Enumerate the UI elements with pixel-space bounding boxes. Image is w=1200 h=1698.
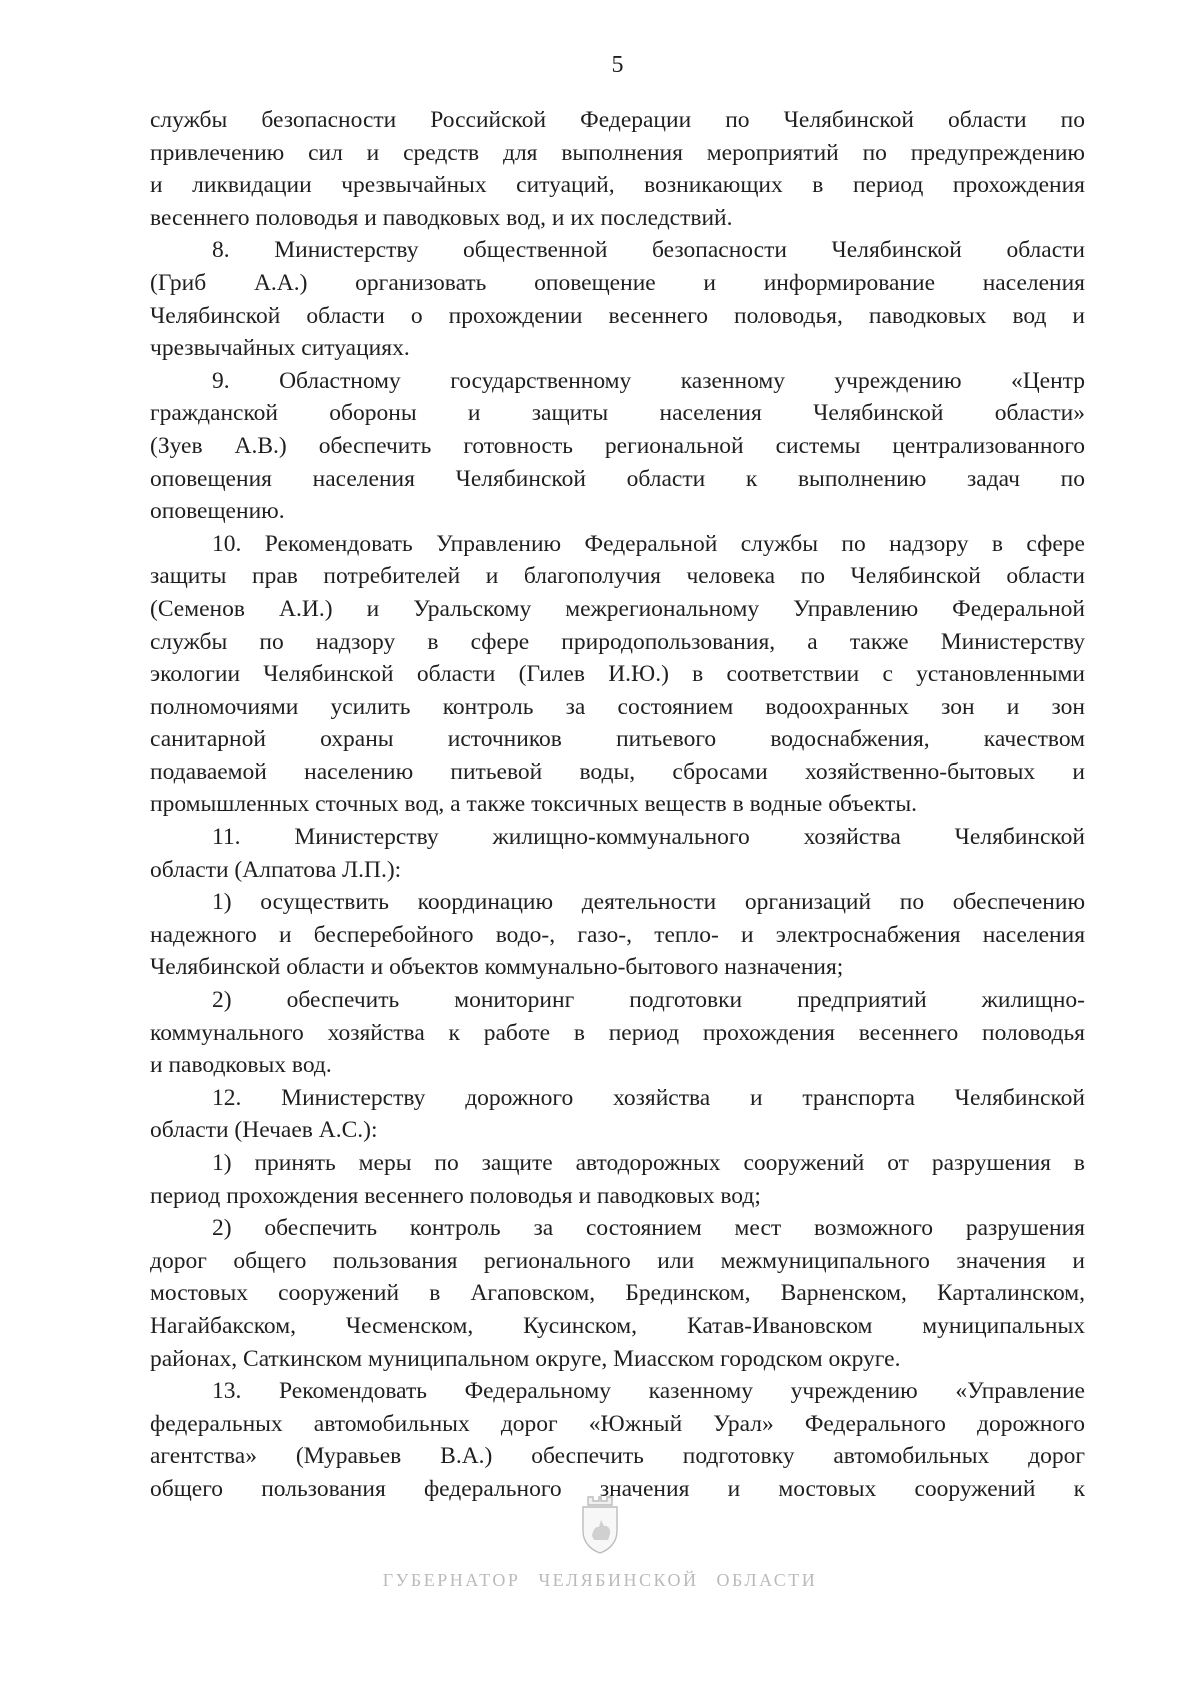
text-line: весеннего половодья и паводковых вод, и их последствий. xyxy=(150,204,733,231)
text-line: агентства» (Муравьев В.А.) обеспечить подготовку автомобильных дорог xyxy=(150,1443,1085,1470)
text-line: гражданской обороны и защиты населения Челябинской области» xyxy=(150,400,1085,427)
text-line: службы безопасности Российской Федерации по Челябинской области по xyxy=(150,107,1085,133)
text-line: общего пользования федерального значения и мостовых сооружений к xyxy=(150,1475,1085,1502)
text-line: Нагайбакском, Чесменском, Кусинском, Катав-Ивановском муниципальных xyxy=(150,1312,1085,1339)
text-line: и паводковых вод. xyxy=(150,1052,332,1079)
text-line: подаваемой населению питьевой воды, сбросами хозяйственно-бытовых и xyxy=(150,758,1085,785)
text-line: экологии Челябинской области (Гилев И.Ю.) в соответствии с установленными xyxy=(150,661,1085,688)
watermark xyxy=(0,1494,1200,1591)
watermark-caption: ГУБЕРНАТОР ЧЕЛЯБИНСКОЙ ОБЛАСТИ xyxy=(382,1570,818,1590)
text-line: Челябинской области и объектов коммунально-бытового назначения; xyxy=(150,954,844,981)
text-line: 13. Рекомендовать Федеральному казенному учреждению «Управление xyxy=(212,1378,1085,1405)
text-line: защиты прав потребителей и благополучия человека по Челябинской области xyxy=(150,563,1085,590)
text-line: федеральных автомобильных дорог «Южный Урал» Федерального дорожного xyxy=(150,1410,1085,1437)
text-line: (Гриб А.А.) организовать оповещение и информирование населения xyxy=(150,269,1085,296)
text-line: 9. Областному государственному казенному учреждению «Центр xyxy=(212,367,1085,394)
text-line: промышленных сточных вод, а также токсичных веществ в водные объекты. xyxy=(150,791,917,818)
text-line: оповещению. xyxy=(150,498,285,525)
text-line: районах, Саткинском муниципальном округе, Миасском городском округе. xyxy=(150,1345,901,1372)
text-line: 8. Министерству общественной безопасности Челябинской области xyxy=(212,237,1085,264)
text-line: санитарной охраны источников питьевого водоснабжения, качеством xyxy=(150,726,1085,753)
text-line: и ликвидации чрезвычайных ситуаций, возникающих в период прохождения xyxy=(150,172,1085,199)
coat-of-arms-icon xyxy=(573,1494,627,1558)
text-line: 2) обеспечить мониторинг подготовки предприятий жилищно- xyxy=(212,987,1085,1014)
text-line: оповещения населения Челябинской области к выполнению задач по xyxy=(150,465,1085,492)
text-line: 12. Министерству дорожного хозяйства и транспорта Челябинской xyxy=(212,1084,1085,1111)
text-line: (Зуев А.В.) обеспечить готовность региональной системы централизованного xyxy=(150,432,1085,459)
text-line: 1) принять меры по защите автодорожных сооружений от разрушения в xyxy=(212,1150,1085,1176)
text-line: дорог общего пользования регионального или межмуниципального значения и xyxy=(150,1247,1085,1274)
text-line: службы по надзору в сфере природопользования, а также Министерству xyxy=(150,628,1085,655)
text-line: период прохождения весеннего половодья и паводковых вод; xyxy=(150,1182,761,1209)
text-line: 10. Рекомендовать Управлению Федеральной службы по надзору в сфере xyxy=(212,530,1085,557)
text-line: 2) обеспечить контроль за состоянием мест возможного разрушения xyxy=(212,1215,1085,1242)
text-line: 11. Министерству жилищно-коммунального хозяйства Челябинской xyxy=(212,824,1085,851)
text-line: полномочиями усилить контроль за состоянием водоохранных зон и зон xyxy=(150,693,1085,720)
text-line: чрезвычайных ситуациях. xyxy=(150,335,410,362)
text-line: привлечению сил и средств для выполнения мероприятий по предупреждению xyxy=(150,139,1085,166)
text-line: области (Алпатова Л.П.): xyxy=(150,856,402,883)
text-line: 1) осуществить координацию деятельности организаций по обеспечению xyxy=(212,889,1085,916)
text-line: надежного и бесперебойного водо-, газо-, тепло- и электроснабжения населения xyxy=(150,921,1085,948)
document-body xyxy=(150,104,1085,1506)
text-line: области (Нечаев А.С.): xyxy=(150,1117,378,1144)
text-line: (Семенов А.И.) и Уральскому межрегиональному Управлению Федеральной xyxy=(150,595,1085,622)
page-number: 5 xyxy=(611,52,624,78)
text-line: Челябинской области о прохождении весеннего половодья, паводковых вод и xyxy=(150,302,1085,329)
text-line: мостовых сооружений в Агаповском, Брединском, Варненском, Карталинском, xyxy=(150,1280,1085,1307)
text-line: коммунального хозяйства к работе в период прохождения весеннего половодья xyxy=(150,1019,1085,1046)
